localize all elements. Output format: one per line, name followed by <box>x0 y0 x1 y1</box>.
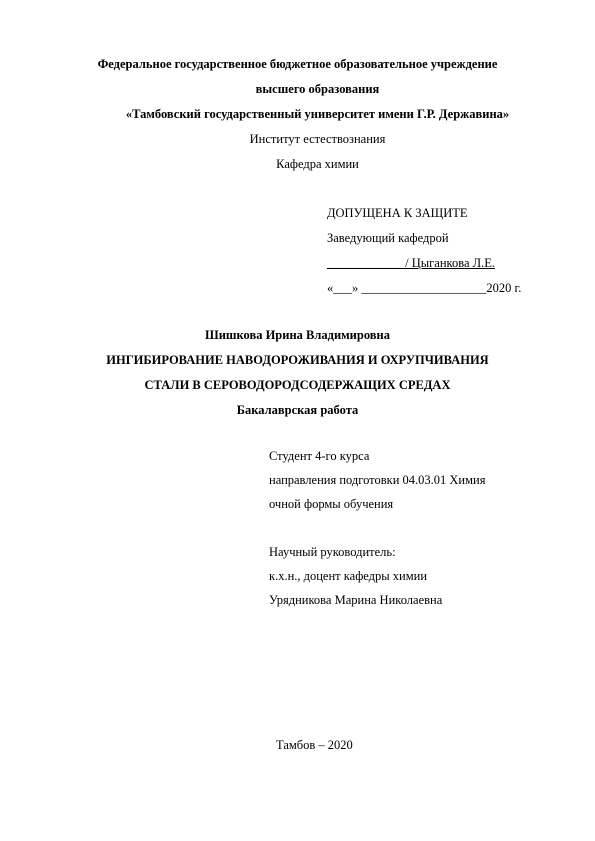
work-type: Бакалаврская работа <box>236 403 359 417</box>
approval-date-line: «___» ____________________2020 г. <box>327 281 522 295</box>
university-name: «Тамбовский государственный университет имени Г.Р. Державина» <box>125 107 510 121</box>
approval-title: ДОПУЩЕНА К ЗАЩИТЕ <box>327 206 468 220</box>
approval-position: Заведующий кафедрой <box>327 231 449 245</box>
work-title-line-1: ИНГИБИРОВАНИЕ НАВОДОРОЖИВАНИЯ И ОХРУПЧИВАНИЯ <box>106 353 489 367</box>
supervisor-label: Научный руководитель: <box>269 545 396 559</box>
institution-line-1: Федеральное государственное бюджетное образовательное учреждение <box>97 57 498 71</box>
supervisor-degree: к.х.н., доцент кафедры химии <box>269 569 428 583</box>
work-title-line-2: СТАЛИ В СЕРОВОДОРОДСОДЕРЖАЩИХ СРЕДАХ <box>144 378 451 392</box>
institution-line-2: высшего образования <box>255 82 380 96</box>
department-name: Кафедра химии <box>276 157 359 171</box>
student-course: Студент 4-го курса <box>269 449 370 463</box>
institute-name: Институт естествознания <box>249 132 386 146</box>
approval-signature-line: ____________ / Цыганкова Л.Е. <box>327 256 495 270</box>
supervisor-name: Урядникова Марина Николаевна <box>269 593 443 607</box>
city-year: Тамбов – 2020 <box>276 738 353 752</box>
author-name: Шишкова Ирина Владимировна <box>205 328 390 342</box>
student-direction: направления подготовки 04.03.01 Химия <box>269 473 486 487</box>
student-form: очной формы обучения <box>269 497 394 511</box>
